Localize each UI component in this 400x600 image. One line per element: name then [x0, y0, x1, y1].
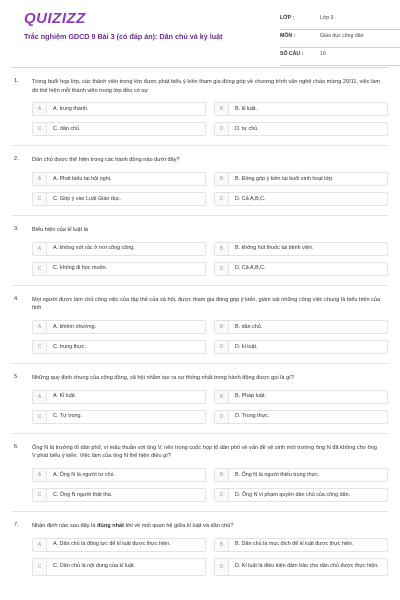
option-text: D. kỉ luật. [235, 343, 258, 350]
option-letter: A [33, 103, 47, 115]
question-text-part: Nhận định nào sau đây là [32, 522, 97, 529]
option-text: D. tự chủ. [235, 125, 259, 132]
answer-option-d[interactable] [214, 410, 388, 424]
question-6 [12, 444, 388, 512]
worksheet-meta [280, 12, 400, 66]
meta-row-subject [280, 30, 400, 48]
option-text: C. trung thực. [53, 343, 86, 350]
option-letter: B [215, 243, 229, 255]
question-text-emphasis: đúng nhất [97, 522, 125, 529]
option-text: A. khiêm nhường. [53, 323, 97, 330]
option-text: A. Ông N là người tự chủ. [53, 471, 115, 478]
option-letter: A [33, 469, 47, 481]
option-text: A. trung thành. [53, 105, 89, 112]
answer-option-a[interactable] [32, 468, 206, 482]
question-2 [12, 156, 388, 216]
option-letter: D [215, 489, 229, 501]
worksheet-header [12, 0, 388, 62]
option-text: D. Ông N vi phạm quyền dân chủ của công dân. [235, 491, 351, 498]
meta-row-count [280, 48, 400, 66]
question-text: Những quy định chung của cộng đồng, xã hội nhằm tạo ra sự thống nhất trong hành động được gọi là gì? [32, 374, 294, 381]
question-7 [12, 522, 388, 576]
option-text: A. Dân chủ là động lực để kỉ luật được thực hiện. [53, 541, 171, 548]
answer-option-b[interactable] [214, 320, 388, 334]
option-letter: B [215, 469, 229, 481]
answer-options [32, 468, 388, 502]
question-number: 4. [14, 295, 19, 302]
answer-option-c[interactable] [32, 410, 206, 424]
question-text: Dân chủ được thể hiện trong các hành động nào dưới đây? [32, 157, 180, 164]
option-letter: C [33, 411, 47, 423]
option-text: B. dân chủ. [235, 323, 263, 330]
option-text: D. Cả A,B,C. [235, 195, 266, 202]
option-text: B. Ông N là người thiếu trung thực. [235, 471, 320, 478]
question-text-part: khi về mối quan hệ giữa kỉ luật và dân chủ? [124, 522, 234, 529]
question-3 [12, 226, 388, 286]
question-divider [12, 215, 388, 216]
question-number: 5. [14, 373, 19, 380]
question-number: 3. [14, 225, 19, 232]
option-text: C. Ông N người thật thà. [53, 491, 113, 498]
option-text: C. Tự trọng. [53, 413, 82, 420]
question-divider [12, 433, 388, 434]
option-letter: C [33, 341, 47, 353]
question-text: Trong buổi họp lớp, các thành viên trong lớp được phát biểu ý kiến tham gia đóng góp về chương trình văn nghệ chào mừng 20/11, việc làm đó thể hiện mỗi thành viên trong lớp đều có sự [32, 79, 381, 94]
question-text [32, 522, 388, 531]
answer-option-c[interactable] [32, 192, 206, 206]
meta-value: 10 [320, 51, 326, 57]
option-letter: C [33, 489, 47, 501]
answer-option-d[interactable] [214, 122, 388, 136]
question-text: Mọi người được làm chủ công việc của tập thể của xã hội, được tham gia đóng góp ý kiến, giám sát những công việc chung là biểu hiện của tính [32, 296, 381, 312]
option-text: C. Dân chủ là nội dung của kỉ luật. [53, 563, 136, 570]
option-text: C. Góp ý vào Luật Giáo dục. [53, 195, 122, 202]
option-letter: A [33, 539, 47, 551]
option-letter: A [33, 173, 47, 185]
answer-options [32, 172, 388, 206]
answer-options [32, 320, 388, 354]
question-list [12, 78, 388, 576]
option-text: D. Kỉ luật là điều kiện đảm bảo cho dân chủ được thực hiện. [235, 563, 379, 570]
answer-option-b[interactable] [214, 468, 388, 482]
answer-option-a[interactable] [32, 102, 206, 116]
answer-options [32, 102, 388, 136]
option-text: B. kỉ luật. [235, 105, 258, 112]
option-letter: B [215, 103, 229, 115]
answer-options [32, 242, 388, 276]
option-text: B. Pháp luật. [235, 393, 266, 400]
option-text: A. Phát biểu tại hội nghị. [53, 175, 112, 182]
answer-option-b[interactable] [214, 172, 388, 186]
answer-option-d[interactable] [214, 262, 388, 276]
answer-option-b[interactable] [214, 538, 388, 552]
meta-key: LỚP : [280, 15, 295, 21]
question-5 [12, 374, 388, 434]
answer-options [32, 390, 388, 424]
option-text: C. dân chủ. [53, 125, 81, 132]
option-letter: B [215, 321, 229, 333]
question-text: Biểu hiện của kỉ luật là [32, 226, 88, 233]
answer-option-d[interactable] [214, 340, 388, 354]
meta-value: Lớp 9 [320, 15, 334, 21]
answer-option-a[interactable] [32, 242, 206, 256]
option-letter: B [215, 173, 229, 185]
meta-row-class [280, 12, 400, 30]
meta-value: Giáo dục công dân [320, 33, 364, 39]
option-text: B. không hút thuốc tại bệnh viện. [235, 245, 314, 252]
option-letter: D [215, 411, 229, 423]
option-letter: B [215, 391, 229, 403]
answer-option-c[interactable] [32, 122, 206, 136]
question-1 [12, 78, 388, 146]
option-letter: B [215, 539, 229, 551]
question-number: 6. [14, 443, 19, 450]
meta-key: SỐ CÂU : [280, 51, 304, 57]
answer-option-d[interactable] [214, 192, 388, 206]
option-letter: D [215, 341, 229, 353]
option-text: B. Đóng góp ý kiến tại buổi sinh hoạt lớp. [235, 175, 334, 182]
option-letter: C [33, 263, 47, 275]
answer-option-b[interactable] [214, 242, 388, 256]
option-letter: D [215, 559, 229, 575]
question-number: 1. [14, 78, 19, 84]
question-number: 7. [14, 521, 19, 528]
option-text: A. Kỉ luật. [53, 393, 77, 400]
question-divider [12, 511, 388, 512]
question-divider [12, 363, 388, 364]
answer-option-b[interactable] [214, 102, 388, 116]
answer-option-a[interactable] [32, 172, 206, 186]
answer-option-c[interactable] [32, 488, 206, 502]
answer-option-a[interactable] [32, 320, 206, 334]
option-letter: D [215, 193, 229, 205]
answer-option-a[interactable] [32, 390, 206, 404]
option-text: D. Trung thực. [235, 413, 270, 420]
question-4 [12, 296, 388, 364]
quizizz-logo: QUIZIZZ [24, 10, 86, 27]
meta-key: MÔN : [280, 33, 296, 39]
answer-options [32, 538, 388, 576]
option-letter: D [215, 123, 229, 135]
answer-option-c[interactable] [32, 262, 206, 276]
option-letter: C [33, 559, 47, 575]
option-letter: A [33, 391, 47, 403]
answer-option-a[interactable] [32, 538, 206, 552]
option-letter: A [33, 321, 47, 333]
option-text: D. Cả A,B,C. [235, 265, 266, 272]
question-divider [12, 285, 388, 286]
worksheet-title: Trắc nghiệm GDCD 9 Bài 3 (có đáp án): Dân chủ và kỷ luật [24, 32, 223, 41]
option-text: B. Dân chủ là mục đích để kỉ luật được thực hiện. [235, 541, 354, 548]
option-letter: C [33, 193, 47, 205]
question-text: Ông N là trưởng tổ dân phố, vì mâu thuẫn với ông V, nên trong cuộc họp tổ dân phố về vấn đề vệ sinh môi trường ông N đã không cho ông V phát biểu ý kiến. Việc làm của ông N thể hiện điều gì? [32, 444, 377, 460]
answer-option-c[interactable] [32, 340, 206, 354]
option-letter: D [215, 263, 229, 275]
option-letter: C [33, 123, 47, 135]
question-divider [12, 145, 388, 146]
answer-option-c[interactable] [32, 558, 206, 576]
answer-option-b[interactable] [214, 390, 388, 404]
header-divider [12, 67, 388, 68]
option-letter: A [33, 243, 47, 255]
answer-option-d[interactable] [214, 558, 388, 576]
option-text: C. không đi học muộn. [53, 265, 107, 272]
question-number: 2. [14, 156, 19, 163]
answer-option-d[interactable] [214, 488, 388, 502]
option-text: A. không vứt rác ở nơi công cộng. [53, 245, 135, 252]
